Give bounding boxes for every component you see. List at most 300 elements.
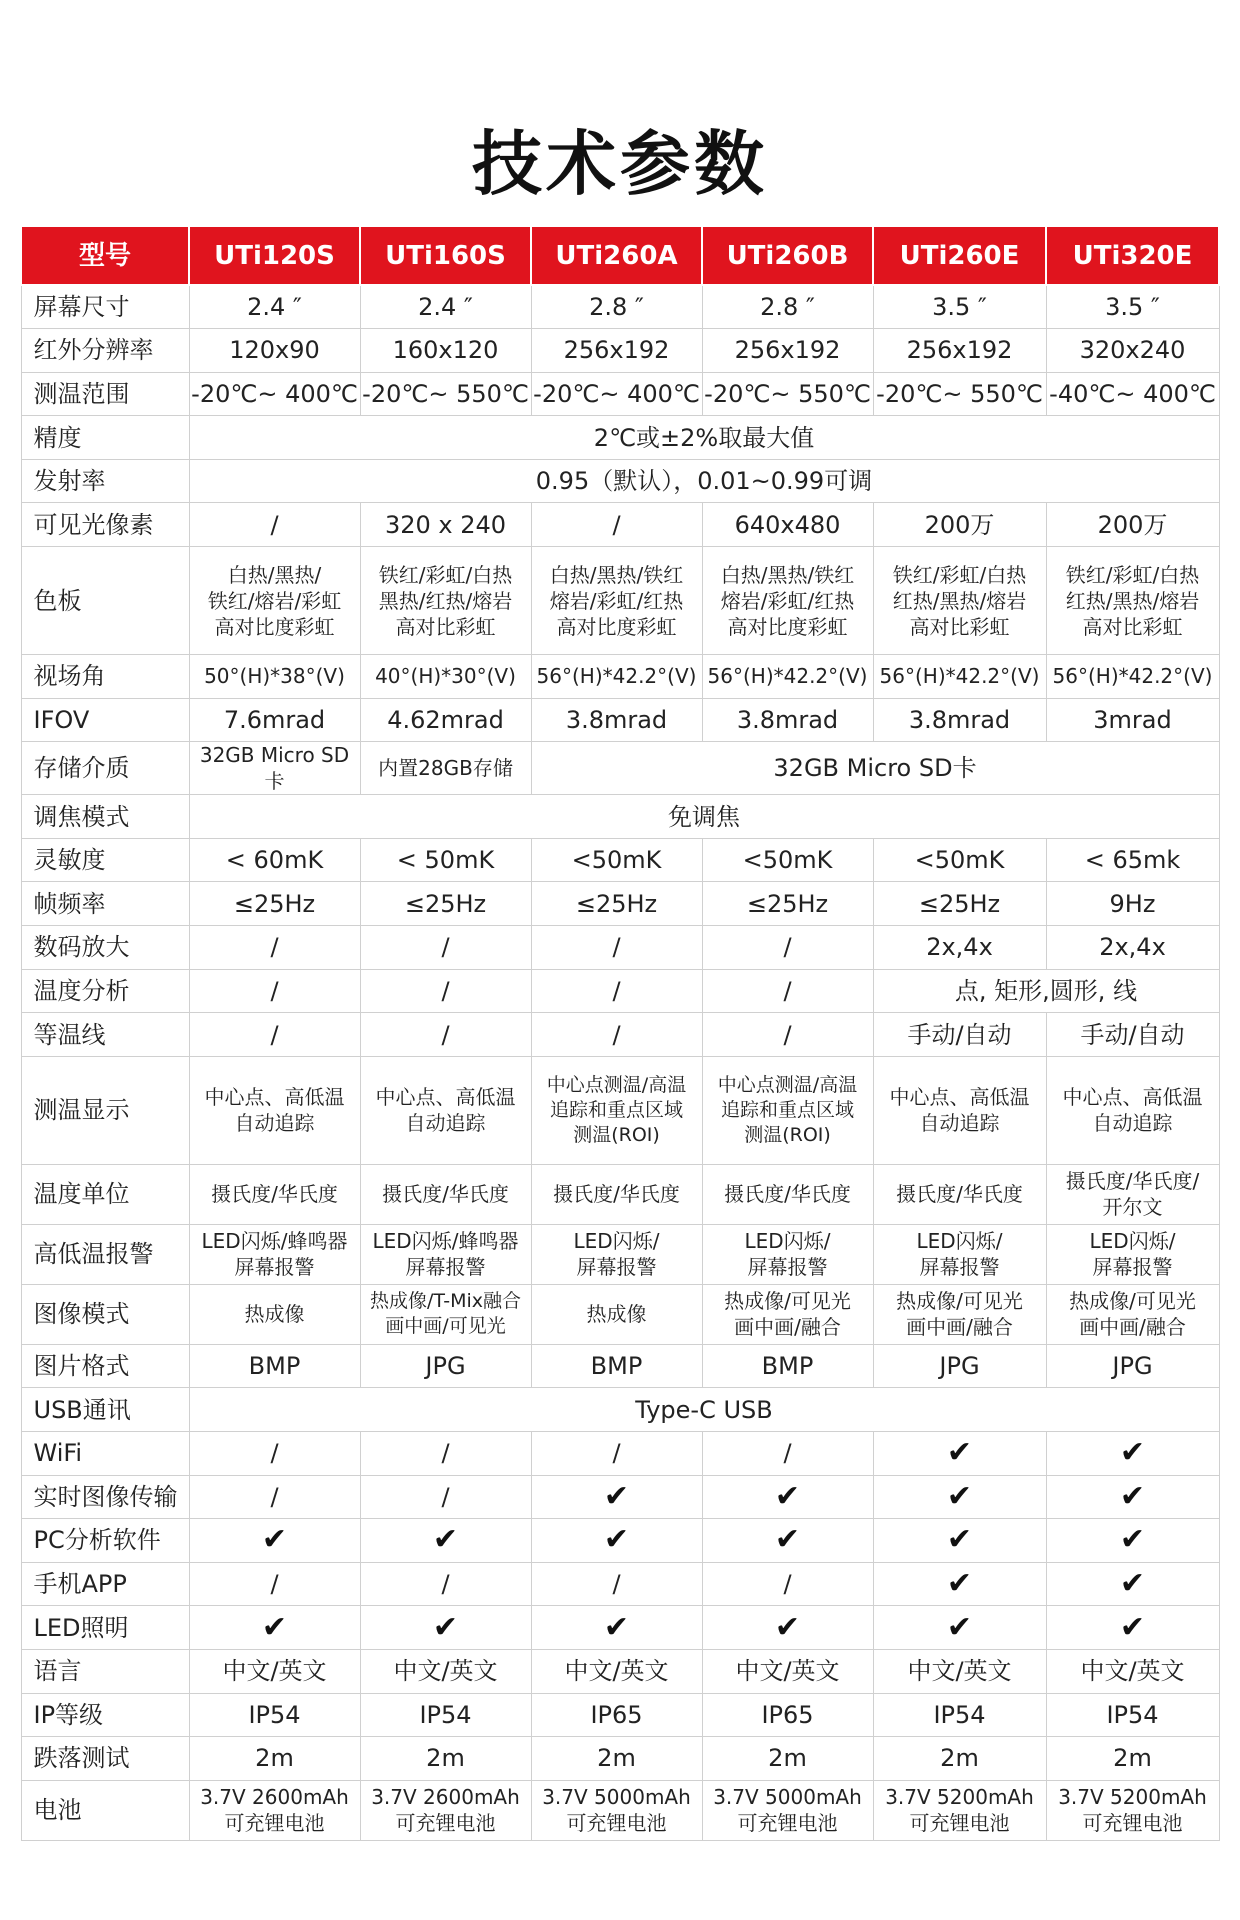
model-header: UTi160S — [360, 226, 531, 285]
cell-value: Type-C USB — [635, 1395, 773, 1424]
row-label: 可见光像素 — [21, 503, 189, 547]
checkmark: ✔ — [774, 1478, 801, 1514]
table-cell — [531, 1693, 702, 1737]
cell-value: 3.7V 2600mAh 可充锂电池 — [371, 1785, 520, 1836]
cell-value: <50mK — [914, 846, 1005, 875]
table-cell — [360, 329, 531, 373]
row-label: WiFi — [21, 1432, 189, 1476]
header-label: 型号 — [21, 226, 189, 285]
cell-value: < 65mk — [1084, 846, 1181, 875]
cell-value: 7.6mrad — [223, 705, 326, 734]
table-cell — [702, 1693, 873, 1737]
table-cell — [189, 285, 360, 329]
cell-value: 热成像 — [244, 1302, 305, 1327]
cell-value: / — [441, 976, 450, 1005]
cell-value: 白热/黑热/铁红 熔岩/彩虹/红热 高对比度彩虹 — [720, 562, 855, 639]
cell-value: / — [441, 1570, 450, 1599]
check-icon — [702, 1519, 873, 1563]
table-row — [21, 926, 1219, 970]
table-cell — [873, 1224, 1046, 1284]
table-cell — [873, 1344, 1046, 1388]
cell-value: 摄氏度/华氏度 — [382, 1182, 509, 1207]
row-label: 测温范围 — [21, 372, 189, 416]
cell-value: 32GB Micro SD卡 — [773, 754, 977, 783]
cell-value: 120x90 — [229, 336, 320, 365]
table-row — [21, 372, 1219, 416]
row-label: 发射率 — [21, 459, 189, 503]
table-row — [21, 795, 1219, 839]
cell-value: 160x120 — [392, 336, 499, 365]
table-cell — [360, 547, 531, 655]
cell-value: 热成像/T-Mix融合 画中画/可见光 — [369, 1290, 522, 1338]
cell-value: 0.95（默认），0.01~0.99可调 — [535, 467, 873, 496]
cell-value: 中心点、高低温 自动追踪 — [375, 1085, 516, 1136]
cell-value: 2x,4x — [926, 933, 993, 962]
cell-value: / — [270, 510, 279, 539]
table-row — [21, 1164, 1219, 1224]
table-cell — [531, 1432, 702, 1476]
table-row — [21, 1606, 1219, 1650]
cell-value: / — [612, 976, 621, 1005]
cell-value: < 50mK — [396, 846, 495, 875]
check-icon — [189, 1519, 360, 1563]
table-cell — [360, 1475, 531, 1519]
check-icon — [873, 1432, 1046, 1476]
cell-value: 3.5 ″ — [1105, 293, 1160, 322]
check-icon — [873, 1606, 1046, 1650]
table-cell — [531, 698, 702, 742]
table-cell — [702, 882, 873, 926]
row-label: 实时图像传输 — [21, 1475, 189, 1519]
table-cell — [1046, 698, 1219, 742]
cell-value: / — [783, 933, 792, 962]
cell-value: 2x,4x — [1099, 933, 1166, 962]
checkmark: ✔ — [261, 1522, 288, 1558]
table-cell — [360, 1780, 531, 1840]
cell-value: 中心点测温/高温 追踪和重点区域 测温(ROI) — [546, 1073, 687, 1146]
cell-value: 中文/英文 — [735, 1657, 840, 1686]
checkmark: ✔ — [1119, 1435, 1146, 1471]
row-label: 图像模式 — [21, 1284, 189, 1344]
table-cell — [531, 969, 702, 1013]
table-cell — [1046, 329, 1219, 373]
table-cell — [360, 1649, 531, 1693]
table-cell — [702, 503, 873, 547]
model-header: UTi260B — [702, 226, 873, 285]
check-icon — [360, 1519, 531, 1563]
table-cell — [1046, 1693, 1219, 1737]
table-cell — [360, 1224, 531, 1284]
cell-value: -20℃~ 400℃ — [191, 379, 358, 408]
table-cell — [1046, 1164, 1219, 1224]
check-icon — [360, 1606, 531, 1650]
cell-value: 摄氏度/华氏度 — [553, 1182, 680, 1207]
table-cell — [531, 285, 702, 329]
cell-value: 热成像/可见光 画中画/融合 — [1069, 1289, 1196, 1340]
cell-value: 内置28GB存储 — [378, 756, 513, 781]
cell-value: 中文/英文 — [1080, 1657, 1185, 1686]
table-cell — [360, 655, 531, 699]
checkmark: ✔ — [946, 1435, 973, 1471]
table-cell — [531, 1344, 702, 1388]
table-cell — [702, 655, 873, 699]
table-cell — [189, 882, 360, 926]
cell-value: 热成像 — [586, 1302, 647, 1327]
table-cell — [189, 1475, 360, 1519]
cell-value: 2.4 ″ — [418, 293, 473, 322]
cell-value: / — [783, 1439, 792, 1468]
row-label: 等温线 — [21, 1013, 189, 1057]
table-row — [21, 1737, 1219, 1781]
cell-value: / — [270, 1439, 279, 1468]
table-cell — [531, 1562, 702, 1606]
row-label: 帧频率 — [21, 882, 189, 926]
check-icon — [1046, 1606, 1219, 1650]
table-cell — [189, 742, 360, 795]
cell-value: 中心点、高低温 自动追踪 — [1062, 1085, 1203, 1136]
cell-value: 256x192 — [906, 336, 1013, 365]
cell-value: <50mK — [571, 846, 662, 875]
cell-value: / — [612, 1020, 621, 1049]
page-title: 技术参数 — [472, 123, 768, 205]
table-cell — [531, 503, 702, 547]
cell-value: LED闪烁/蜂鸣器 屏幕报警 — [201, 1229, 348, 1280]
cell-value: IP65 — [761, 1700, 814, 1729]
table-row — [21, 1224, 1219, 1284]
check-icon — [873, 1475, 1046, 1519]
model-header: UTi320E — [1046, 226, 1219, 285]
table-cell — [360, 1344, 531, 1388]
checkmark: ✔ — [261, 1609, 288, 1645]
table-row — [21, 838, 1219, 882]
table-cell — [531, 1056, 702, 1164]
table-row — [21, 547, 1219, 655]
table-cell — [189, 1693, 360, 1737]
table-cell — [873, 1737, 1046, 1781]
cell-value: / — [270, 976, 279, 1005]
table-cell — [531, 1780, 702, 1840]
cell-value: 手动/自动 — [907, 1020, 1012, 1049]
check-icon — [873, 1562, 1046, 1606]
cell-value: BMP — [761, 1352, 814, 1381]
cell-value: 40°(H)*30°(V) — [375, 664, 516, 689]
table-row — [21, 1519, 1219, 1563]
table-cell — [189, 1737, 360, 1781]
table-cell — [360, 742, 531, 795]
cell-value: -20℃~ 550℃ — [704, 379, 871, 408]
table-cell — [702, 1013, 873, 1057]
spec-body — [21, 285, 1219, 1840]
table-cell — [189, 1224, 360, 1284]
table-cell — [702, 285, 873, 329]
cell-value: / — [441, 1439, 450, 1468]
table-cell — [360, 372, 531, 416]
cell-value: / — [783, 976, 792, 1005]
table-cell — [531, 1737, 702, 1781]
cell-value: 中文/英文 — [222, 1657, 327, 1686]
table-row — [21, 1388, 1219, 1432]
cell-value: 白热/黑热/铁红 熔岩/彩虹/红热 高对比度彩虹 — [549, 562, 684, 639]
table-cell — [189, 1432, 360, 1476]
table-cell — [189, 459, 1219, 503]
table-cell — [531, 547, 702, 655]
cell-value: 256x192 — [734, 336, 841, 365]
table-cell — [189, 1388, 1219, 1432]
table-cell — [1046, 547, 1219, 655]
table-cell — [531, 926, 702, 970]
table-cell — [1046, 1013, 1219, 1057]
table-cell — [189, 698, 360, 742]
header-row — [21, 226, 1219, 285]
table-cell — [873, 655, 1046, 699]
check-icon — [531, 1519, 702, 1563]
table-cell — [531, 1164, 702, 1224]
table-row — [21, 882, 1219, 926]
cell-value: -20℃~ 400℃ — [533, 379, 700, 408]
table-row — [21, 416, 1219, 460]
row-label: 存储介质 — [21, 742, 189, 795]
table-cell — [873, 285, 1046, 329]
cell-value: 摄氏度/华氏度 — [724, 1182, 851, 1207]
table-cell — [360, 1013, 531, 1057]
table-cell — [531, 1284, 702, 1344]
cell-value: LED闪烁/ 屏幕报警 — [916, 1229, 1003, 1280]
cell-value: BMP — [248, 1352, 301, 1381]
cell-value: 3.7V 5000mAh 可充锂电池 — [542, 1785, 691, 1836]
table-cell — [360, 698, 531, 742]
check-icon — [1046, 1562, 1219, 1606]
table-cell — [873, 547, 1046, 655]
cell-value: 56°(H)*42.2°(V) — [536, 664, 697, 689]
cell-value: 中文/英文 — [564, 1657, 669, 1686]
table-cell — [189, 795, 1219, 839]
table-cell — [531, 742, 1219, 795]
cell-value: 320x240 — [1079, 336, 1186, 365]
table-cell — [1046, 1224, 1219, 1284]
check-icon — [531, 1475, 702, 1519]
cell-value: 白热/黑热/ 铁红/熔岩/彩虹 高对比度彩虹 — [207, 562, 342, 639]
cell-value: 9Hz — [1109, 889, 1156, 918]
table-cell — [189, 372, 360, 416]
row-label: USB通讯 — [21, 1388, 189, 1432]
checkmark: ✔ — [432, 1522, 459, 1558]
table-cell — [702, 1737, 873, 1781]
table-cell — [1046, 882, 1219, 926]
cell-value: 2m — [597, 1744, 636, 1773]
table-cell — [531, 1224, 702, 1284]
table-row — [21, 1013, 1219, 1057]
cell-value: JPG — [425, 1352, 466, 1381]
checkmark: ✔ — [1119, 1566, 1146, 1602]
table-row — [21, 742, 1219, 795]
table-cell — [189, 1056, 360, 1164]
table-cell — [360, 1284, 531, 1344]
spec-table — [20, 225, 1220, 1841]
table-cell — [1046, 1344, 1219, 1388]
cell-value: 铁红/彩虹/白热 红热/黑热/熔岩 高对比彩虹 — [1065, 562, 1200, 639]
cell-value: LED闪烁/ 屏幕报警 — [744, 1229, 831, 1280]
table-cell — [360, 926, 531, 970]
cell-value: LED闪烁/ 屏幕报警 — [573, 1229, 660, 1280]
table-row — [21, 698, 1219, 742]
table-cell — [702, 1284, 873, 1344]
cell-value: 2m — [1113, 1744, 1152, 1773]
table-cell — [531, 372, 702, 416]
cell-value: / — [441, 933, 450, 962]
table-cell — [1046, 1284, 1219, 1344]
table-cell — [360, 838, 531, 882]
cell-value: 2.8 ″ — [589, 293, 644, 322]
table-cell — [531, 1649, 702, 1693]
table-cell — [873, 1284, 1046, 1344]
cell-value: 3.7V 5000mAh 可充锂电池 — [713, 1785, 862, 1836]
table-cell — [1046, 503, 1219, 547]
table-cell — [702, 1649, 873, 1693]
cell-value: 3.7V 5200mAh 可充锂电池 — [1058, 1785, 1207, 1836]
table-cell — [1046, 1737, 1219, 1781]
table-cell — [189, 926, 360, 970]
table-row — [21, 1344, 1219, 1388]
cell-value: / — [783, 1570, 792, 1599]
checkmark: ✔ — [1119, 1478, 1146, 1514]
row-label: 测温显示 — [21, 1056, 189, 1164]
cell-value: 中心点、高低温 自动追踪 — [204, 1085, 345, 1136]
table-cell — [531, 329, 702, 373]
cell-value: ≤25Hz — [575, 889, 658, 918]
cell-value: / — [270, 933, 279, 962]
cell-value: 中文/英文 — [393, 1657, 498, 1686]
checkmark: ✔ — [603, 1478, 630, 1514]
table-cell — [189, 1562, 360, 1606]
cell-value: 中心点测温/高温 追踪和重点区域 测温(ROI) — [717, 1073, 858, 1146]
table-cell — [873, 1013, 1046, 1057]
cell-value: IP54 — [933, 1700, 986, 1729]
cell-value: LED闪烁/蜂鸣器 屏幕报警 — [372, 1229, 519, 1280]
table-cell — [702, 547, 873, 655]
table-cell — [360, 1693, 531, 1737]
cell-value: 4.62mrad — [387, 705, 504, 734]
cell-value: 2m — [255, 1744, 294, 1773]
cell-value: 2m — [940, 1744, 979, 1773]
cell-value: BMP — [590, 1352, 643, 1381]
row-label: 色板 — [21, 547, 189, 655]
row-label: 视场角 — [21, 655, 189, 699]
cell-value: / — [612, 1439, 621, 1468]
table-cell — [531, 838, 702, 882]
row-label: 温度分析 — [21, 969, 189, 1013]
table-cell — [873, 926, 1046, 970]
table-row — [21, 503, 1219, 547]
table-cell — [360, 1562, 531, 1606]
check-icon — [1046, 1475, 1219, 1519]
cell-value: / — [270, 1570, 279, 1599]
cell-value: LED闪烁/ 屏幕报警 — [1089, 1229, 1176, 1280]
table-cell — [531, 882, 702, 926]
checkmark: ✔ — [1119, 1609, 1146, 1645]
table-cell — [531, 1013, 702, 1057]
table-row — [21, 1693, 1219, 1737]
cell-value: < 60mK — [225, 846, 324, 875]
checkmark: ✔ — [946, 1522, 973, 1558]
model-header: UTi120S — [189, 226, 360, 285]
table-cell — [873, 372, 1046, 416]
table-cell — [1046, 926, 1219, 970]
table-cell — [189, 1344, 360, 1388]
table-cell — [189, 969, 360, 1013]
table-cell — [873, 1164, 1046, 1224]
cell-value: -20℃~ 550℃ — [876, 379, 1043, 408]
row-label: 红外分辨率 — [21, 329, 189, 373]
checkmark: ✔ — [603, 1609, 630, 1645]
table-cell — [873, 838, 1046, 882]
row-label: 精度 — [21, 416, 189, 460]
checkmark: ✔ — [1119, 1522, 1146, 1558]
table-cell — [702, 1562, 873, 1606]
row-label: 图片格式 — [21, 1344, 189, 1388]
cell-value: 3.7V 5200mAh 可充锂电池 — [885, 1785, 1034, 1836]
row-label: 跌落测试 — [21, 1737, 189, 1781]
table-cell — [360, 969, 531, 1013]
cell-value: 56°(H)*42.2°(V) — [1052, 664, 1213, 689]
cell-value: 手动/自动 — [1080, 1020, 1185, 1049]
cell-value: 2m — [426, 1744, 465, 1773]
cell-value: 中文/英文 — [907, 1657, 1012, 1686]
cell-value: ≤25Hz — [746, 889, 829, 918]
table-row — [21, 459, 1219, 503]
row-label: LED照明 — [21, 1606, 189, 1650]
cell-value: / — [783, 1020, 792, 1049]
cell-value: 热成像/可见光 画中画/融合 — [896, 1289, 1023, 1340]
table-cell — [873, 329, 1046, 373]
cell-value: 3.5 ″ — [932, 293, 987, 322]
table-row — [21, 329, 1219, 373]
table-cell — [873, 1056, 1046, 1164]
cell-value: 3.8mrad — [565, 705, 668, 734]
table-cell — [702, 1056, 873, 1164]
table-cell — [189, 1013, 360, 1057]
table-cell — [189, 503, 360, 547]
row-label: 屏幕尺寸 — [21, 285, 189, 329]
table-row — [21, 1780, 1219, 1840]
cell-value: 3mrad — [1093, 705, 1172, 734]
checkmark: ✔ — [774, 1609, 801, 1645]
table-cell — [1046, 655, 1219, 699]
table-cell — [873, 882, 1046, 926]
model-header: UTi260E — [873, 226, 1046, 285]
cell-value: IP54 — [1106, 1700, 1159, 1729]
cell-value: 免调焦 — [668, 802, 740, 831]
cell-value: 铁红/彩虹/白热 黑热/红热/熔岩 高对比彩虹 — [378, 562, 513, 639]
table-cell — [360, 1432, 531, 1476]
table-cell — [702, 372, 873, 416]
cell-value: 50°(H)*38°(V) — [204, 664, 345, 689]
table-cell — [189, 547, 360, 655]
cell-value: / — [612, 933, 621, 962]
check-icon — [1046, 1432, 1219, 1476]
checkmark: ✔ — [946, 1478, 973, 1514]
cell-value: 56°(H)*42.2°(V) — [707, 664, 868, 689]
cell-value: 2.4 ″ — [247, 293, 302, 322]
table-cell — [189, 655, 360, 699]
table-cell — [873, 969, 1219, 1013]
cell-value: -40℃~ 400℃ — [1049, 379, 1216, 408]
table-cell — [702, 969, 873, 1013]
cell-value: 铁红/彩虹/白热 红热/黑热/熔岩 高对比彩虹 — [892, 562, 1027, 639]
table-cell — [360, 1056, 531, 1164]
cell-value: 256x192 — [563, 336, 670, 365]
table-row — [21, 655, 1219, 699]
cell-value: 2.8 ″ — [760, 293, 815, 322]
